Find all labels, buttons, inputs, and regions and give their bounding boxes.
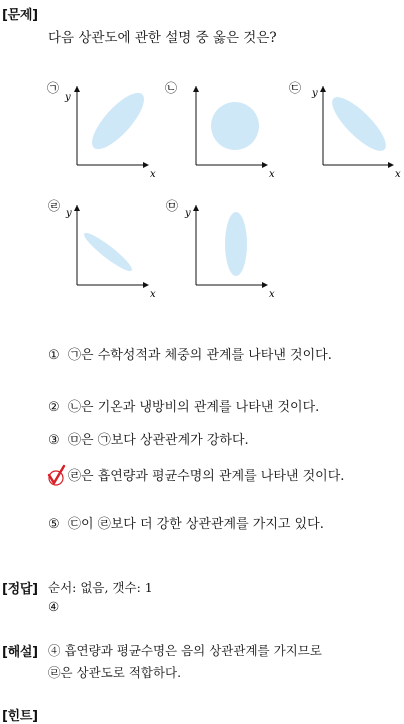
option-2-number[interactable]: ②	[48, 400, 60, 415]
y-axis-arrow	[74, 86, 80, 92]
y-axis-label: y	[66, 208, 72, 219]
y-axis-arrow	[74, 205, 80, 211]
x-axis-label: x	[150, 289, 156, 300]
plot-b	[165, 81, 275, 180]
data-cloud	[81, 229, 136, 275]
question-text: 다음 상관도에 관한 설명 중 옳은 것은?	[48, 30, 277, 46]
option-5-text[interactable]: ㉢이 ㉣보다 더 강한 상관관계를 가지고 있다.	[68, 517, 324, 532]
explanation-line-2: ㉣은 상관도로 적합하다.	[48, 665, 182, 680]
plot-a	[47, 81, 156, 180]
plot-marker: ㉡	[165, 81, 178, 95]
option-2-text[interactable]: ㉡은 기온과 냉방비의 관계를 나타낸 것이다.	[68, 400, 320, 415]
x-axis-arrow	[143, 282, 149, 288]
x-axis-arrow	[388, 162, 394, 168]
x-axis-arrow	[262, 282, 268, 288]
x-axis-label: x	[395, 169, 401, 180]
y-axis-arrow	[193, 86, 199, 92]
option-5-number[interactable]: ⑤	[48, 517, 60, 532]
y-axis-arrow	[320, 86, 326, 92]
explanation-line-1: ④ 흡연량과 평균수명은 음의 상관관계를 가지므로	[48, 643, 322, 658]
answer-value: ④	[48, 599, 60, 614]
plot-d	[48, 199, 156, 300]
plot-c	[289, 81, 401, 180]
data-cloud	[84, 86, 151, 157]
x-axis-label: x	[269, 169, 275, 180]
option-3-text[interactable]: ㉤은 ㉠보다 상관관계가 강하다.	[68, 433, 249, 448]
option-3-number[interactable]: ③	[48, 433, 60, 448]
plot-e	[166, 199, 275, 300]
hint-section-label: [힌트]	[2, 709, 38, 724]
data-cloud	[211, 102, 259, 150]
plot-marker: ㉣	[48, 199, 61, 213]
x-axis-arrow	[143, 162, 149, 168]
plot-marker: ㉤	[166, 199, 179, 213]
x-axis-label: x	[269, 289, 275, 300]
option-1-text[interactable]: ㉠은 수학성적과 체중의 관계를 나타낸 것이다.	[68, 348, 332, 363]
y-axis-label: y	[65, 92, 71, 103]
plot-marker: ㉢	[289, 81, 302, 95]
option-4-number[interactable]	[48, 469, 60, 484]
plot-marker: ㉠	[47, 81, 60, 95]
data-cloud	[325, 90, 393, 158]
problem-section-label: [문제]	[2, 8, 38, 23]
option-4-text[interactable]: ㉣은 흡연량과 평균수명의 관계를 나타낸 것이다.	[68, 469, 345, 484]
explanation-section-label: [해설]	[2, 645, 38, 660]
x-axis-label: x	[150, 169, 156, 180]
option-1-number[interactable]: ①	[48, 348, 60, 363]
answer-section-label: [정답]	[2, 582, 38, 597]
y-axis-arrow	[193, 205, 199, 211]
answer-order-info: 순서: 없음, 갯수: 1	[48, 580, 153, 595]
y-axis-label: y	[312, 88, 318, 99]
y-axis-label: y	[185, 208, 191, 219]
x-axis-arrow	[262, 162, 268, 168]
data-cloud	[225, 212, 247, 276]
